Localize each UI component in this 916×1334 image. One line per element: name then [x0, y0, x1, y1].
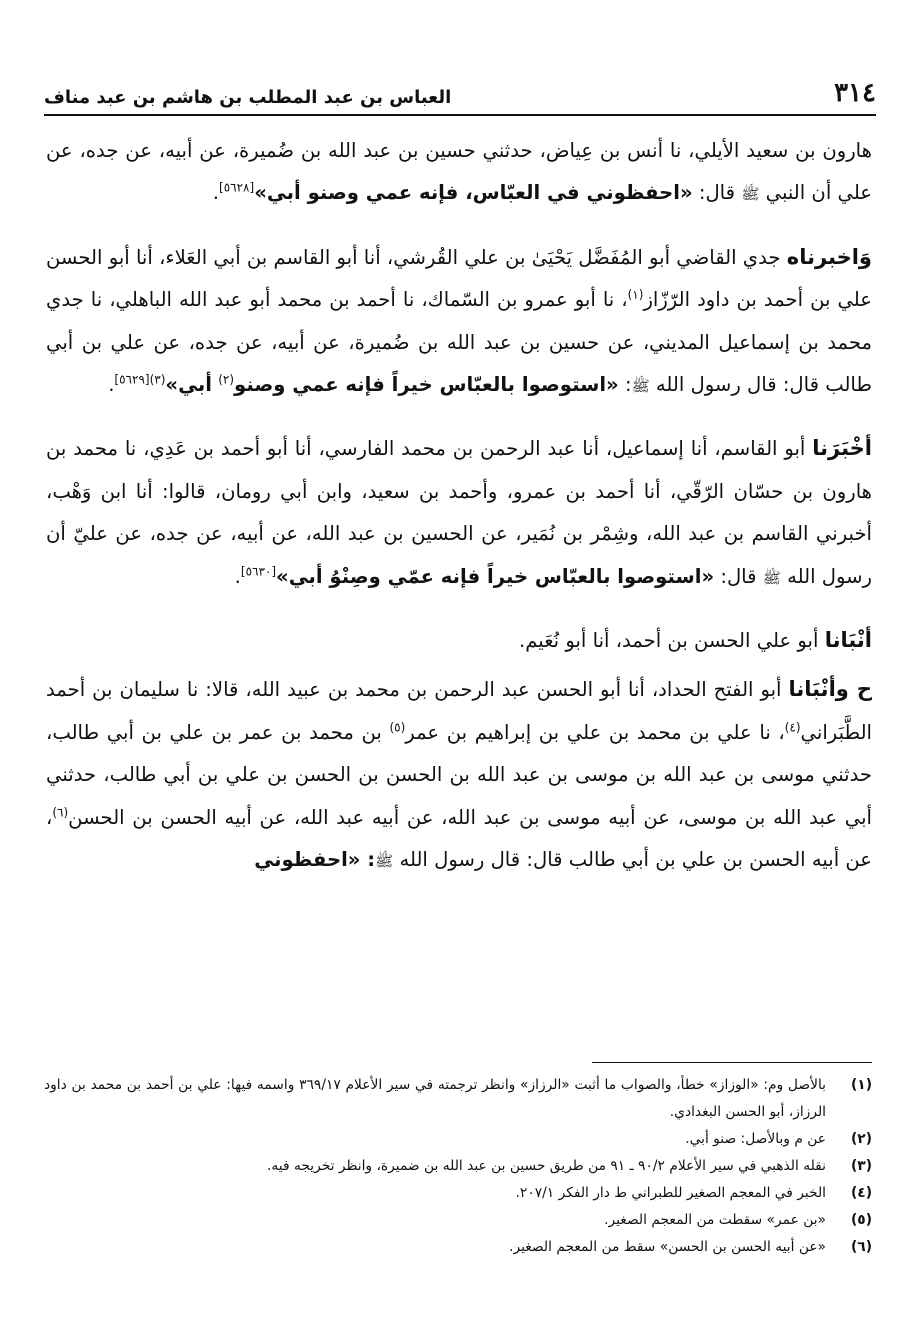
- footnote-marker[interactable]: (٤): [784, 720, 801, 735]
- footnote-divider: [592, 1062, 872, 1063]
- honorific-symbol: ﷺ: [375, 852, 394, 871]
- footnote-number: (١): [850, 1077, 872, 1093]
- footnote-marker[interactable]: (٦): [52, 805, 69, 820]
- paragraph-text: جدي القاضي أبو المُفَضَّل يَحْيَىٰ بن علي القُرشي، أنا أبو القاسم بن أبي العَلاء، أنا أبو الحسن علي بن أحمد بن داود الرّزّاز: [46, 245, 872, 312]
- paragraph-lead: أخْبَرَنا: [812, 436, 872, 461]
- paragraph-2: وَاخبرناه جدي القاضي أبو المُفَضَّل يَحْيَىٰ بن علي القُرشي، أنا أبو القاسم بن أبي العَلاء، أنا أبو الحسن علي بن أحمد بن داود الرّزّاز$^{(١)}$، نا أبو عمرو بن السّماك، نا أحمد بن محمد أبو عبد الله الباهلي، نا جدي محمد بن إسماعيل المديني، عن حسين بن عبد الله بن ضُميرة، عن أبيه، عن جده، عن علي بن أبي طالب قال: قال رسول الله ﷺ: «استوصوا بالعبّاس خيراً فإنه عمي وصنو$^{(٢)}$ أبي»$^{(٣)[٥٦٢٩]}$.: [46, 244, 872, 397]
- paragraph-1: هارون بن سعيد الأيلي، نا أنس بن عِياض، حدثني حسين بن عبد الله بن ضُميرة، عن أبيه، عن جده، عن علي أن النبي ﷺ قال: «احفظوني في العبّاس، فإنه عمي وصنو أبي»[٥٦٢٨].: [46, 139, 872, 205]
- footnote-text: الخبر في المعجم الصغير للطبراني ط دار الفكر ٢٠٧/١.: [515, 1185, 826, 1201]
- paragraph-text: ، نا أبو عمرو بن السّماك، نا أحمد بن محمد أبو عبد الله الباهلي، نا جدي محمد بن إسماعيل المديني، عن حسين بن عبد الله بن ضُميرة، عن أبيه، عن جده، عن علي بن أبي طالب قال: قال رسول الله: [46, 288, 872, 397]
- footnote-item: [44, 1207, 872, 1234]
- footnote-number: (٣): [850, 1158, 872, 1174]
- footnote-number: (٦): [850, 1239, 872, 1255]
- footnotes: [44, 1072, 872, 1261]
- footnote-marker[interactable]: (٥): [389, 720, 406, 735]
- hadith-quote: «احفظوني في العبّاس، فإنه عمي وصنو أبي»: [254, 181, 693, 205]
- page-header: [44, 68, 876, 116]
- paragraph-text: بن محمد بن عمر بن علي بن أبي طالب، حدثني موسى بن عبد الله بن موسى بن عبد الله بن الحسن بن الحسن بن علي بن أبي طالب، حدثني أبي عبد الله بن موسى، عن أبيه موسى بن عبد الله، عن أبيه عبد الله، عن أبيه الحسن بن الحسن: [46, 720, 872, 829]
- paragraph-lead: ح وأنْبَانا: [788, 677, 872, 702]
- hadith-number: [٥٦٣٠]: [240, 564, 277, 579]
- footnote-item: [44, 1180, 872, 1207]
- hadith-number: [٥٦٢٩]: [114, 372, 150, 387]
- paragraph-text: أبو القاسم، أنا إسماعيل، أنا عبد الرحمن بن محمد الفارسي، أنا أبو أحمد بن عَدِي، نا محمد بن هارون بن حسّان الرّقّي، أنا أحمد بن عمرو، وأحمد بن سعيد، وابن أبي رومان، قالوا: أنا ابن وَهْب، أخبرني القاسم بن عبد الله، وشِمْر بن نُمَير، عن الحسين بن عبد الله، عن أبيه، عن جده، عن عليّ أن رسول الله: [46, 437, 872, 588]
- footnote-number: (٥): [850, 1212, 872, 1228]
- running-title: العباس بن عبد المطلب بن هاشم بن عبد مناف: [44, 87, 452, 108]
- footnote-item: [44, 1153, 872, 1180]
- footnote-marker[interactable]: (٢): [218, 372, 235, 387]
- footnote-item: [44, 1072, 872, 1126]
- honorific-symbol: ﷺ: [631, 377, 650, 396]
- footnote-item: [44, 1234, 872, 1261]
- main-text: [46, 130, 872, 1050]
- hadith-number: [٥٦٢٨]: [219, 180, 255, 195]
- footnote-marker[interactable]: (١): [627, 287, 644, 302]
- footnote-text: «عن أبيه الحسن بن الحسن» سقط من المعجم الصغير.: [509, 1239, 826, 1255]
- honorific-symbol: ﷺ: [762, 568, 781, 587]
- hadith-quote: «استوصوا بالعبّاس خيراً فإنه عمّي وصِنْوُ أبي»: [276, 564, 715, 588]
- paragraph-lead: أنْبَانا: [824, 628, 872, 653]
- paragraph-text: ، نا علي بن محمد بن علي بن إبراهيم بن عمر: [405, 720, 785, 744]
- paragraph-text: قال:: [720, 564, 757, 588]
- paragraph-text: قال:: [698, 181, 736, 205]
- paragraph-lead: وَاخبرناه: [786, 244, 872, 269]
- footnote-marker[interactable]: (٣): [149, 372, 166, 387]
- honorific-symbol: ﷺ: [741, 185, 760, 204]
- footnote-text: «بن عمر» سقطت من المعجم الصغير.: [604, 1212, 826, 1228]
- page-number: ٣١٤: [834, 78, 876, 108]
- hadith-quote: : «احفظوني: [254, 848, 376, 872]
- hadith-quote: «استوصوا بالعبّاس خيراً فإنه عمي وصنو: [234, 373, 619, 397]
- footnote-text: نقله الذهبي في سير الأعلام ٩٠/٢ ـ ٩١ من طريق حسين بن عبد الله بن ضميرة، وانظر تخريجه فيه.: [267, 1158, 826, 1174]
- paragraph-5: [46, 668, 872, 882]
- paragraph-text: هارون بن سعيد الأيلي، نا أنس بن عِياض، حدثني حسين بن عبد الله بن ضُميرة، عن أبيه، عن جده، عن علي أن النبي: [46, 139, 872, 205]
- footnote-number: (٤): [850, 1185, 872, 1201]
- footnote-text: بالأصل وم: «الوزاز» خطأ، والصواب ما أثبت «الرزاز» وانظر ترجمته في سير الأعلام ٣٦٩/١٧ واسمه فيها: علي بن أحمد بن محمد بن داود الرزاز، أبو الحسن البغدادي.: [44, 1077, 827, 1120]
- footnote-text: عن م وبالأصل: صنو أبي.: [685, 1131, 826, 1147]
- paragraph-3: أخْبَرَنا أبو القاسم، أنا إسماعيل، أنا عبد الرحمن بن محمد الفارسي، أنا أبو أحمد بن عَدِي، نا محمد بن هارون بن حسّان الرّقّي، أنا أحمد بن عمرو، وأحمد بن سعيد، وابن أبي رومان، قالوا: أنا ابن وَهْب، أخبرني القاسم بن عبد الله، وشِمْر بن نُمَير، عن الحسين بن عبد الله، عن أبيه، عن جده، عن عليّ أن رسول الله ﷺ قال: «استوصوا بالعبّاس خيراً فإنه عمّي وصِنْوُ أبي»[٥٦٣٠].: [46, 436, 872, 588]
- paragraph-text: أبو الفتح الحداد، أنا أبو الحسن عبد الرحمن بن محمد بن عبيد الله، قالا: نا سليمان بن أحمد الطَّبَراني: [46, 678, 872, 744]
- footnote-number: (٢): [850, 1131, 872, 1147]
- hadith-quote: أبي»: [165, 373, 212, 397]
- paragraph-4: [46, 619, 872, 662]
- paragraph-text: ، عن أبيه الحسن بن علي بن أبي طالب قال: قال رسول الله: [46, 805, 872, 872]
- paragraph-text: أبو علي الحسن بن أحمد، أنا أبو نُعَيم.: [519, 629, 819, 653]
- footnote-item: [44, 1126, 872, 1153]
